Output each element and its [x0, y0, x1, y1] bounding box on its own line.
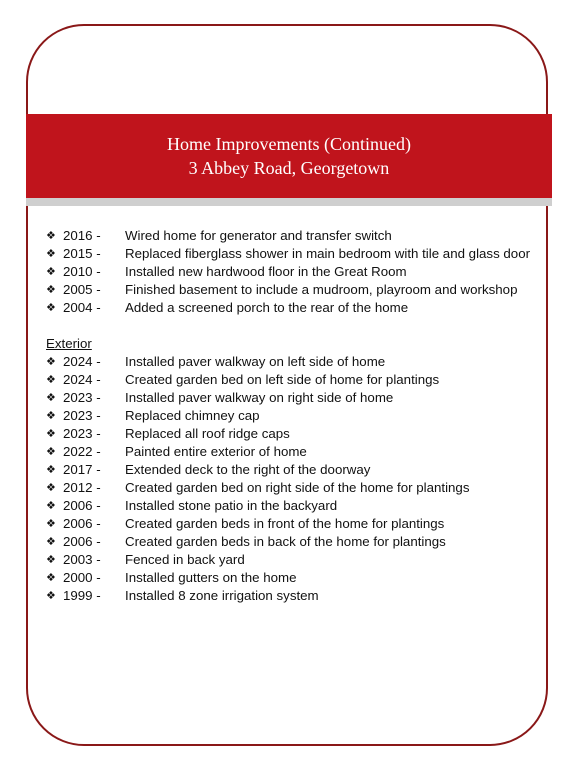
item-year: 2012 -	[63, 480, 101, 495]
item-description: Created garden beds in front of the home for plantings	[125, 516, 445, 531]
item-year: 2024 -	[63, 354, 101, 369]
section-gap	[46, 317, 538, 335]
bullet-diamond-icon: ❖	[46, 463, 56, 476]
item-year: 2023 -	[63, 390, 101, 405]
interior-list	[46, 227, 538, 317]
bullet-diamond-icon: ❖	[46, 427, 56, 440]
item-year: 2003 -	[63, 552, 101, 567]
bullet-diamond-icon: ❖	[46, 535, 56, 548]
bullet-diamond-icon: ❖	[46, 355, 56, 368]
list-item	[46, 299, 538, 317]
item-year: 2006 -	[63, 516, 101, 531]
list-item	[46, 479, 538, 497]
bullet-diamond-icon: ❖	[46, 391, 56, 404]
item-description: Created garden bed on right side of the home for plantings	[125, 480, 470, 495]
list-item	[46, 515, 538, 533]
item-description: Installed 8 zone irrigation system	[125, 588, 319, 603]
item-year: 2016 -	[63, 228, 101, 243]
item-year: 2017 -	[63, 462, 101, 477]
list-item	[46, 425, 538, 443]
list-item	[46, 587, 538, 605]
list-item	[46, 245, 538, 263]
bullet-diamond-icon: ❖	[46, 481, 56, 494]
item-description: Created garden bed on left side of home for plantings	[125, 372, 440, 387]
list-item	[46, 263, 538, 281]
item-year: 2005 -	[63, 282, 101, 297]
item-year: 2024 -	[63, 372, 101, 387]
bullet-diamond-icon: ❖	[46, 499, 56, 512]
banner-grey-strip	[26, 198, 552, 206]
item-description: Extended deck to the right of the doorway	[125, 462, 371, 477]
list-item	[46, 497, 538, 515]
item-year: 2000 -	[63, 570, 101, 585]
item-year: 2023 -	[63, 408, 101, 423]
banner-title: Home Improvements (Continued)	[167, 134, 411, 154]
item-description: Painted entire exterior of home	[125, 444, 307, 459]
bullet-diamond-icon: ❖	[46, 247, 56, 260]
bullet-diamond-icon: ❖	[46, 229, 56, 242]
list-item	[46, 533, 538, 551]
bullet-diamond-icon: ❖	[46, 301, 56, 314]
list-item	[46, 389, 538, 407]
bullet-diamond-icon: ❖	[46, 589, 56, 602]
bullet-diamond-icon: ❖	[46, 445, 56, 458]
item-description: Installed paver walkway on left side of home	[125, 354, 386, 369]
item-description: Installed gutters on the home	[125, 570, 297, 585]
bullet-diamond-icon: ❖	[46, 373, 56, 386]
list-item	[46, 371, 538, 389]
item-year: 2004 -	[63, 300, 101, 315]
improvements-list	[46, 227, 538, 605]
banner-red-band	[26, 114, 552, 198]
item-description: Replaced fiberglass shower in main bedroom with tile and glass door	[125, 246, 531, 261]
item-description: Fenced in back yard	[125, 552, 245, 567]
item-description: Replaced chimney cap	[125, 408, 260, 423]
item-description: Added a screened porch to the rear of the home	[125, 300, 409, 315]
exterior-heading: Exterior	[46, 336, 92, 351]
list-item	[46, 443, 538, 461]
bullet-diamond-icon: ❖	[46, 553, 56, 566]
item-year: 1999 -	[63, 588, 101, 603]
list-item	[46, 407, 538, 425]
item-description: Installed stone patio in the backyard	[125, 498, 338, 513]
list-item	[46, 569, 538, 587]
banner-address: 3 Abbey Road, Georgetown	[188, 158, 390, 178]
item-description: Finished basement to include a mudroom, playroom and workshop	[125, 282, 518, 297]
bullet-diamond-icon: ❖	[46, 517, 56, 530]
list-item	[46, 281, 538, 299]
bullet-diamond-icon: ❖	[46, 265, 56, 278]
item-year: 2010 -	[63, 264, 101, 279]
item-description: Installed paver walkway on right side of home	[125, 390, 394, 405]
exterior-list	[46, 353, 538, 605]
header-banner	[26, 114, 552, 206]
item-description: Created garden beds in back of the home for plantings	[125, 534, 446, 549]
list-item	[46, 353, 538, 371]
item-year: 2006 -	[63, 498, 101, 513]
item-description: Replaced all roof ridge caps	[125, 426, 290, 441]
item-year: 2023 -	[63, 426, 101, 441]
item-year: 2022 -	[63, 444, 101, 459]
list-item	[46, 461, 538, 479]
item-description: Wired home for generator and transfer switch	[125, 228, 392, 243]
bullet-diamond-icon: ❖	[46, 283, 56, 296]
item-year: 2006 -	[63, 534, 101, 549]
bullet-diamond-icon: ❖	[46, 409, 56, 422]
list-item	[46, 227, 538, 245]
list-item	[46, 551, 538, 569]
bullet-diamond-icon: ❖	[46, 571, 56, 584]
item-year: 2015 -	[63, 246, 101, 261]
item-description: Installed new hardwood floor in the Great Room	[125, 264, 407, 279]
